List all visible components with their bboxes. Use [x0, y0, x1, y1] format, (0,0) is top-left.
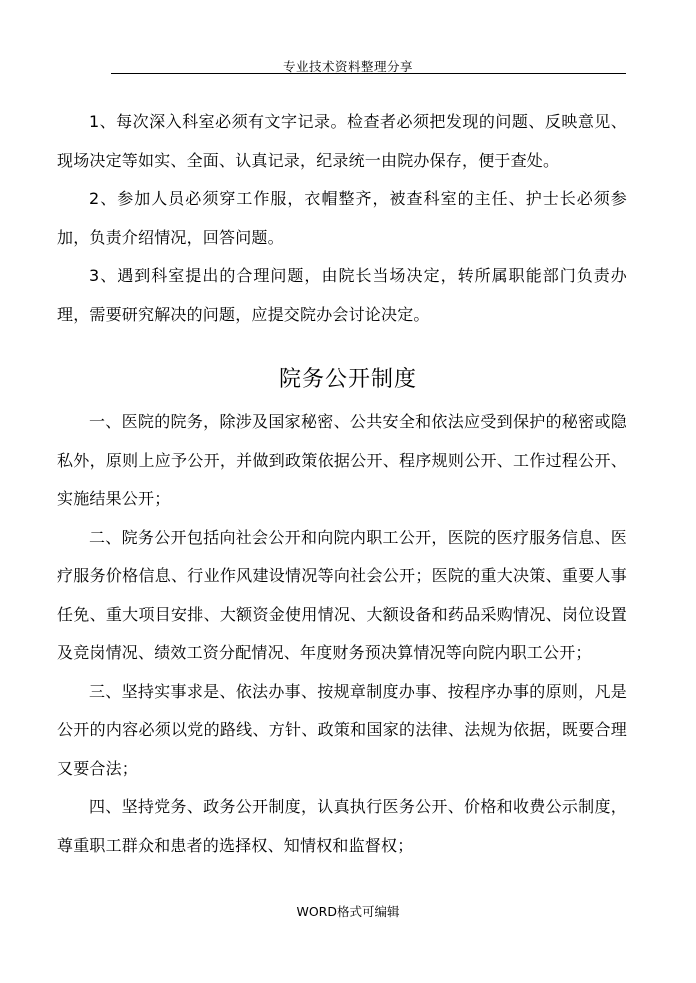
- section-procedures: [57, 103, 627, 334]
- header-divider: [111, 73, 626, 74]
- paragraph-item-3: 三、坚持实事求是、依法办事、按规章制度办事、按程序办事的原则，凡是公开的内容必须以党的路线、方针、政策和国家的法律、法规为依据，既要合理又要合法；: [57, 681, 627, 778]
- paragraph-1: 1、每次深入科室必须有文字记录。检查者必须把发现的问题、反映意见、现场决定等如实、全面、认真记录，纪录统一由院办保存，便于查处。: [57, 112, 627, 170]
- page-header: 专业技术资料整理分享: [282, 59, 413, 74]
- paragraph-item-4: 四、坚持党务、政务公开制度，认真执行医务公开、价格和收费公示制度，尊重职工群众和患者的选择权、知情权和监督权；: [57, 797, 627, 855]
- paragraph-2: 2、参加人员必须穿工作服，衣帽整齐，被查科室的主任、护士长必须参加，负责介绍情况，回答问题。: [57, 189, 627, 247]
- paragraph-item-1: 一、医院的院务，除涉及国家秘密、公共安全和依法应受到保护的秘密或隐私外，原则上应予公开，并做到政策依据公开、程序规则公开、工作过程公开、实施结果公开；: [57, 412, 627, 508]
- paragraph-item-2: 二、院务公开包括向社会公开和向院内职工公开，医院的医疗服务信息、医疗服务价格信息、行业作风建设情况等向社会公开；医院的重大决策、重要人事任免、重大项目安排、大额资金使用情况、大额设备和药品采购情况、岗位设置及竞岗情况、绩效工资分配情况、年度财务预决算情况等向院内职工公开；: [57, 527, 627, 662]
- section-disclosure: [57, 403, 627, 865]
- paragraph-3: 3、遇到科室提出的合理问题，由院长当场决定，转所属职能部门负责办理，需要研究解决的问题，应提交院办会讨论决定。: [57, 266, 627, 324]
- section-title: 院务公开制度: [278, 367, 417, 392]
- page-footer: WORD格式可编辑: [296, 904, 400, 919]
